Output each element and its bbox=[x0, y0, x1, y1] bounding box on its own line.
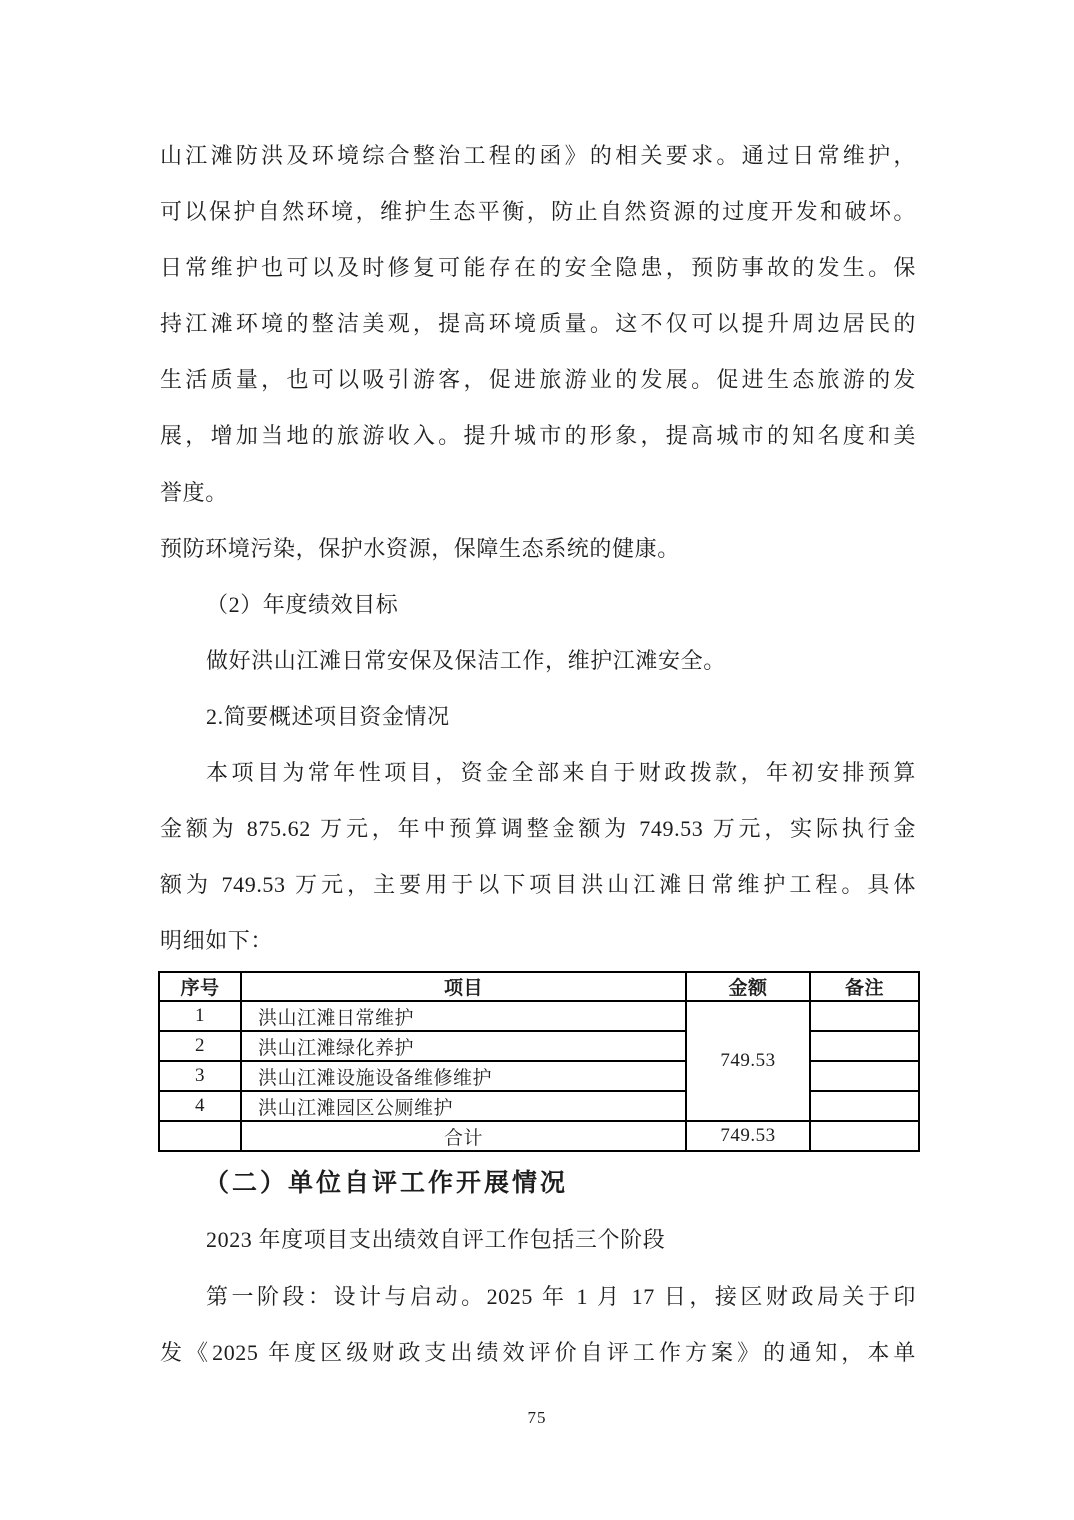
paragraph-goal-text: 做好洪山江滩日常安保及保洁工作，维护江滩安全。 bbox=[206, 647, 726, 673]
text-line: 金额为 875.62 万元，年中预算调整金额为 749.53 万元，实际执行金 bbox=[160, 816, 916, 842]
heading-self-evaluation-section: （二）单位自评工作开展情况 bbox=[204, 1169, 569, 1198]
table-row bbox=[159, 1001, 919, 1031]
heading-annual-performance-goal: （2）年度绩效目标 bbox=[206, 591, 399, 617]
section-self-evaluation-body bbox=[160, 1212, 916, 1380]
page-number: 75 bbox=[527, 1408, 547, 1427]
text-line: 山江滩防洪及环境综合整治工程的函》的相关要求。通过日常维护， bbox=[160, 143, 916, 168]
heading-project-funds-overview: 2.简要概述项目资金情况 bbox=[206, 703, 450, 729]
text-line: 展，增加当地的旅游收入。提升城市的形象，提高城市的知名度和美 bbox=[160, 423, 916, 449]
cell-index: 3 bbox=[159, 1061, 241, 1091]
text-line: 发《2025 年度区级财政支出绩效评价自评工作方案》的通知，本单 bbox=[160, 1339, 916, 1365]
cell-index bbox=[159, 1121, 241, 1151]
funding-detail-table bbox=[158, 971, 920, 1152]
cell-note bbox=[810, 1121, 919, 1151]
cell-project: 洪山江滩园区公厕维护 bbox=[241, 1091, 686, 1121]
cell-total-amount: 749.53 bbox=[686, 1121, 810, 1151]
cell-note bbox=[810, 1061, 919, 1091]
paragraph-pollution-prevention: 预防环境污染，保护水资源，保障生态系统的健康。 bbox=[160, 535, 680, 561]
paragraph-maintenance-benefits bbox=[160, 128, 916, 521]
column-header-project: 项目 bbox=[241, 972, 686, 1001]
text-line: 第一阶段：设计与启动。2025 年 1 月 17 日，接区财政局关于印 bbox=[206, 1283, 916, 1309]
paragraph-stage-one bbox=[160, 1269, 916, 1381]
cell-note bbox=[810, 1091, 919, 1121]
document-content bbox=[160, 128, 916, 1381]
column-header-index: 序号 bbox=[159, 972, 241, 1001]
table-total-row bbox=[159, 1121, 919, 1151]
cell-project: 洪山江滩日常维护 bbox=[241, 1001, 686, 1031]
text-line: 额为 749.53 万元，主要用于以下项目洪山江滩日常维护工程。具体 bbox=[160, 872, 916, 898]
table-header-row bbox=[159, 972, 919, 1001]
paragraph-funds-detail bbox=[160, 745, 916, 969]
cell-index: 2 bbox=[159, 1031, 241, 1061]
cell-project: 洪山江滩绿化养护 bbox=[241, 1031, 686, 1061]
cell-index: 1 bbox=[159, 1001, 241, 1031]
cell-index: 4 bbox=[159, 1091, 241, 1121]
text-line: 持江滩环境的整洁美观，提高环境质量。这不仅可以提升周边居民的 bbox=[160, 311, 916, 337]
cell-note bbox=[810, 1001, 919, 1031]
text-line: 可以保护自然环境，维护生态平衡，防止自然资源的过度开发和破坏。 bbox=[160, 199, 916, 225]
text-line: 日常维护也可以及时修复可能存在的安全隐患，预防事故的发生。保 bbox=[160, 255, 916, 281]
cell-note bbox=[810, 1031, 919, 1061]
text-line: 本项目为常年性项目，资金全部来自于财政拨款，年初安排预算 bbox=[206, 760, 916, 786]
column-header-note: 备注 bbox=[810, 972, 919, 1001]
cell-amount-merged: 749.53 bbox=[686, 1001, 810, 1121]
cell-project: 洪山江滩设施设备维修维护 bbox=[241, 1061, 686, 1091]
column-header-amount: 金额 bbox=[686, 972, 810, 1001]
text-line: 誉度。 bbox=[160, 479, 228, 505]
text-line: 生活质量，也可以吸引游客，促进旅游业的发展。促进生态旅游的发 bbox=[160, 367, 916, 393]
text-line: 明细如下： bbox=[160, 928, 274, 954]
paragraph-three-stages: 2023 年度项目支出绩效自评工作包括三个阶段 bbox=[206, 1227, 666, 1253]
cell-total-label: 合计 bbox=[241, 1121, 686, 1151]
